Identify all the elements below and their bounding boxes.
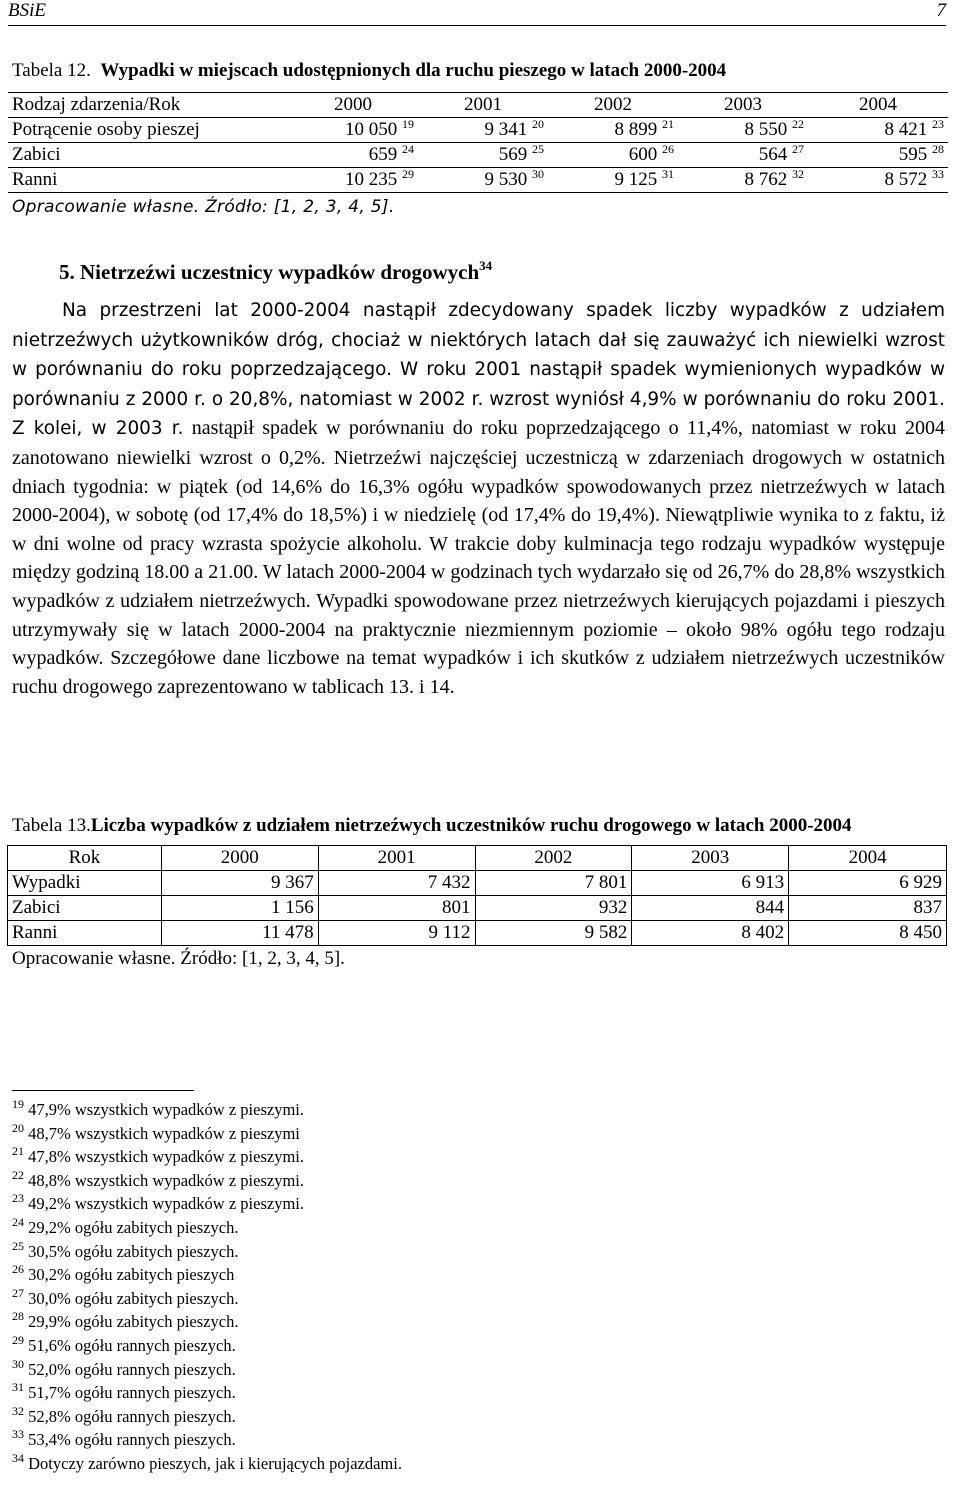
table-cell: 8 450 [789, 921, 947, 946]
table-cell: 6 913 [632, 871, 789, 896]
table-cell: 7 801 [475, 871, 632, 896]
footnote: $^{29}$ 51,6% ogółu rannych pieszych. [12, 1332, 236, 1355]
footnote: $^{24}$ 29,2% ogółu zabitych pieszych. [12, 1214, 239, 1237]
section5-paragraph [12, 296, 945, 701]
footnote: $^{33}$ 53,4% ogółu rannych pieszych. [12, 1427, 236, 1450]
table13-header-cell: Rok [8, 846, 162, 871]
footnote-divider [12, 1090, 194, 1091]
table-cell: 801 [318, 896, 475, 921]
table12-header-cell: 2001 [418, 93, 548, 118]
paragraph-sans-part: Na przestrzeni lat 2000-2004 nastąpił zdecydowany spadek liczby wypadków z udziałem nietrzeźwych użytkowników dróg, chociaż w niektórych latach dał się zauważyć ich niewielki wzrost w porównaniu do roku poprzedzającego. W roku 2001 nastąpił spadek wymienionych wypadków w porównaniu z 2000 r. o 20,8%, natomiast w 2002 r. wzrost wyniósł 4,9% w porównaniu do roku 2001. Z kolei, w 2003 r. [12, 300, 945, 440]
table12-header-cell: 2004 [808, 93, 948, 118]
row-label: Ranni [8, 921, 162, 946]
table13-header-cell: 2000 [161, 846, 318, 871]
footnote: $^{28}$ 29,9% ogółu zabitych pieszych. [12, 1309, 239, 1332]
table-cell: 8 899 $^{21}$ [548, 118, 678, 143]
table-cell: 10 050 $^{19}$ [288, 118, 418, 143]
table12-header-cell: Rodzaj zdarzenia/Rok [8, 93, 288, 118]
row-label: Zabici [8, 896, 162, 921]
footnote: $^{19}$ 47,9% wszystkich wypadków z pieszymi. [12, 1097, 304, 1119]
table12-header-row [8, 93, 948, 118]
table13 [7, 845, 947, 946]
table-cell: 659 $^{24}$ [288, 143, 418, 168]
table13-header-row [8, 846, 947, 871]
table-cell: 9 582 [475, 921, 632, 946]
table13-header-cell: 2003 [632, 846, 789, 871]
table-cell: 564 $^{27}$ [678, 143, 808, 168]
footnote: $^{20}$ 48,7% wszystkich wypadków z pieszymi [12, 1120, 300, 1143]
page-number: 7 [936, 0, 946, 21]
table13-caption [12, 815, 852, 837]
table13-header-cell: 2004 [789, 846, 947, 871]
table13-caption-prefix: Tabela 13. [12, 815, 91, 836]
footnote-ref: 34 [479, 258, 493, 273]
table12-caption-prefix: Tabela 12. [12, 60, 91, 81]
table-cell: 9 341 $^{20}$ [418, 118, 548, 143]
table12-header-cell: 2002 [548, 93, 678, 118]
table-cell: 10 235 $^{29}$ [288, 168, 418, 193]
header-divider [8, 25, 946, 26]
table-cell: 8 762 $^{32}$ [678, 168, 808, 193]
table12 [8, 92, 948, 193]
footnote: $^{31}$ 51,7% ogółu rannych pieszych. [12, 1380, 236, 1403]
footnote: $^{27}$ 30,0% ogółu zabitych pieszych. [12, 1285, 239, 1308]
table-cell: 569 $^{25}$ [418, 143, 548, 168]
table-cell: 932 [475, 896, 632, 921]
section-title: 5. Nietrzeźwi uczestnicy wypadków drogowych [59, 260, 480, 284]
table-cell: 595 $^{28}$ [808, 143, 948, 168]
table-cell: 600 $^{26}$ [548, 143, 678, 168]
table-cell: 7 432 [318, 871, 475, 896]
footnote: $^{22}$ 48,8% wszystkich wypadków z pieszymi. [12, 1167, 304, 1190]
table-cell: 1 156 [161, 896, 318, 921]
table-cell: 9 125 $^{31}$ [548, 168, 678, 193]
table-cell: 9 530 $^{30}$ [418, 168, 548, 193]
table13-header-cell: 2001 [318, 846, 475, 871]
footnote: $^{25}$ 30,5% ogółu zabitych pieszych. [12, 1238, 239, 1261]
table-cell: 8 421 $^{23}$ [808, 118, 948, 143]
table12-header-cell: 2003 [678, 93, 808, 118]
table-cell: 11 478 [161, 921, 318, 946]
table12-header-cell: 2000 [288, 93, 418, 118]
table-cell: 8 550 $^{22}$ [678, 118, 808, 143]
row-label: Potrącenie osoby pieszej [8, 118, 288, 143]
table-row [8, 168, 948, 193]
footnote: $^{26}$ 30,2% ogółu zabitych pieszych [12, 1262, 235, 1285]
table-cell: 8 572 $^{33}$ [808, 168, 948, 193]
table12-source: Opracowanie własne. Źródło: [1, 2, 3, 4, 5]. [12, 197, 395, 217]
running-header-title: BSiE [8, 0, 46, 21]
table13-header-cell: 2002 [475, 846, 632, 871]
table-cell: 837 [789, 896, 947, 921]
table-cell: 9 112 [318, 921, 475, 946]
table-row [8, 871, 947, 896]
table-cell: 6 929 [789, 871, 947, 896]
footnote: $^{23}$ 49,2% wszystkich wypadków z pieszymi. [12, 1191, 304, 1214]
footnotes [12, 1098, 402, 1476]
footnote: $^{32}$ 52,8% ogółu rannych pieszych. [12, 1403, 236, 1426]
section-heading [59, 260, 492, 285]
footnote: $^{30}$ 52,0% ogółu rannych pieszych. [12, 1356, 236, 1379]
table-row [8, 143, 948, 168]
paragraph-serif-part: nastąpił spadek w porównaniu do roku poprzedzającego o 11,4%, natomiast w roku 2004 zanotowano niewielki wzrost o 0,2%. Nietrzeźwi najczęściej uczestniczą w zdarzeniach drogowych w ostatnich dniach tygodnia: w piątek (od 14,6% do 16,3% ogółu wypadków spowodowanych przez nietrzeźwych w latach 2000-2004), w sobotę (od 17,4% do 18,5%) i w niedzielę (od 17,4% do 19,4%). Niewątpliwie wynika to z faktu, iż w dni wolne od pracy wzrasta spożycie alkoholu. W trakcie doby kulminacja tego rodzaju wypadków występuje między godziną 18.00 a 21.00. W latach 2000-2004 w godzinach tych wydarzało się od 26,7% do 28,8% wszystkich wypadków z udziałem nietrzeźwych. Wypadki spowodowane przez nietrzeźwych kierujących pojazdami i pieszych utrzymywały się w latach 2000-2004 na praktycznie niezmiennym poziomie – około 98% ogółu tego rodzaju wypadków. Szczegółowe dane liczbowe na temat wypadków i ich skutków z udziałem nietrzeźwych uczestników ruchu drogowego zaprezentowano w tablicach 13. i 14. [12, 417, 945, 698]
row-label: Ranni [8, 168, 288, 193]
table-row [8, 118, 948, 143]
footnote: $^{34}$ Dotyczy zarówno pieszych, jak i kierujących pojazdami. [12, 1450, 402, 1473]
footnote: $^{21}$ 47,8% wszystkich wypadków z pieszymi. [12, 1144, 304, 1167]
row-label: Wypadki [8, 871, 162, 896]
row-label: Zabici [8, 143, 288, 168]
table13-source: Opracowanie własne. Źródło: [1, 2, 3, 4, 5]. [12, 948, 345, 969]
table13-caption-title: Liczba wypadków z udziałem nietrzeźwych uczestników ruchu drogowego w latach 2000-2004 [90, 815, 852, 836]
table-row [8, 921, 947, 946]
table-cell: 8 402 [632, 921, 789, 946]
table-row [8, 896, 947, 921]
table-cell: 9 367 [161, 871, 318, 896]
table12-caption [12, 60, 726, 82]
table12-caption-title: Wypadki w miejscach udostępnionych dla ruchu pieszego w latach 2000-2004 [100, 60, 727, 81]
table-cell: 844 [632, 896, 789, 921]
